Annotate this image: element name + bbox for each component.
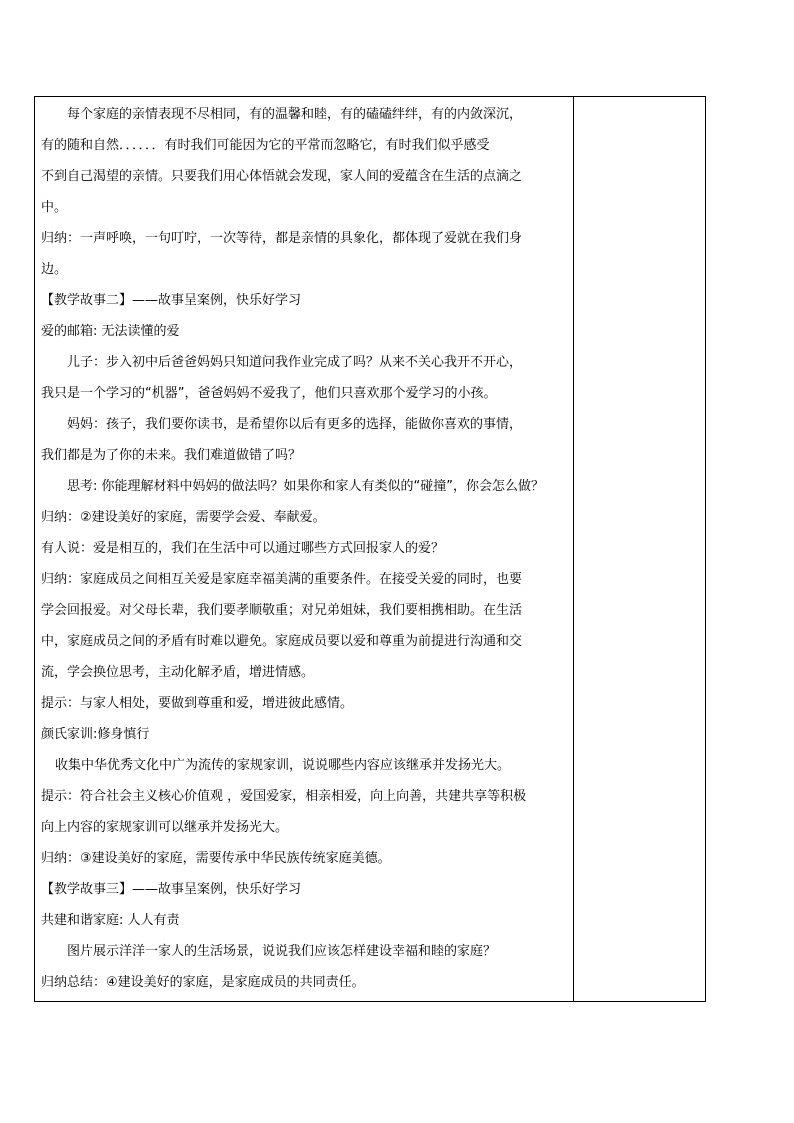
summary-line: 归纳：一声呼唤，一句叮咛，一次等待，都是亲情的具象化，都体现了爱就在我们身 (41, 231, 523, 246)
summary-line: 学会回报爱。对父母长辈，我们要孝顺敬重；对兄弟姐妹，我们要相携相助。在生活 (41, 603, 523, 618)
paragraph-line: 有的随和自然．．．．．．有时我们可能因为它的平常而忽略它，有时我们似乎感受 (41, 138, 490, 153)
summary-line: 归纳：③建设美好的家庭，需要传承中华民族传统家庭美德。 (41, 851, 391, 866)
hint-line: 向上内容的家规家训可以继承并发扬光大。 (41, 820, 289, 835)
dialogue-line: 妈妈：孩子，我们要你读书，是希望你以后有更多的选择，能做你喜欢的事情， (67, 417, 523, 432)
dialogue-line: 我们都是为了你的未来。我们难道做错了吗？ (41, 448, 302, 463)
summary-line: 边。 (41, 262, 68, 277)
summary-line: 中，家庭成员之间的矛盾有时难以避免。家庭成员要以爱和尊重为前提进行沟通和交 (41, 634, 523, 649)
question-line: 思考: 你能理解材料中妈妈的做法吗？如果你和家人有类似的“碰撞”，你会怎么做？ (67, 479, 544, 494)
lesson-content-cell (35, 97, 573, 1001)
dialogue-line: 儿子：步入初中后爸爸妈妈只知道问我作业完成了吗？从来不关心我开不开心， (67, 355, 523, 370)
lesson-table (34, 96, 706, 1002)
task-line: 图片展示洋洋一家人的生活场景，说说我们应该怎样建设幸福和睦的家庭？ (67, 944, 497, 959)
section-heading: 【教学故事三】——故事呈案例，快乐好学习 (41, 882, 302, 897)
task-line: 收集中华优秀文化中广为流传的家规家训，说说哪些内容应该继承并发扬光大。 (55, 758, 511, 773)
subsection-title: 爱的邮箱: 无法读懂的爱 (41, 324, 180, 339)
paragraph-line: 中。 (41, 200, 68, 215)
summary-line: 归纳总结：④建设美好的家庭，是家庭成员的共同责任。 (41, 975, 365, 990)
section-heading: 【教学故事二】——故事呈案例，快乐好学习 (41, 293, 302, 308)
summary-line: 流，学会换位思考，主动化解矛盾，增进情感。 (41, 665, 315, 680)
notes-cell (574, 97, 705, 1001)
paragraph-line: 每个家庭的亲情表现不尽相同，有的温馨和睦，有的磕磕绊绊，有的内敛深沉， (67, 107, 523, 122)
hint-line: 提示：符合社会主义核心价值观 ，爱国爱家，相亲相爱，向上向善，共建共享等积极 (41, 789, 527, 804)
subsection-title: 颜氏家训:修身慎行 (41, 727, 150, 742)
paragraph-line: 不到自己渴望的亲情。只要我们用心体悟就会发现，家人间的爱蕴含在生活的点滴之 (41, 169, 523, 184)
hint-line: 提示：与家人相处，要做到尊重和爱，增进彼此感情。 (41, 696, 354, 711)
summary-line: 归纳：家庭成员之间相互关爱是家庭幸福美满的重要条件。在接受关爱的同时，也要 (41, 572, 523, 587)
subsection-title: 共建和谐家庭: 人人有责 (41, 913, 180, 928)
summary-line: 归纳：②建设美好的家庭，需要学会爱、奉献爱。 (41, 510, 326, 525)
dialogue-line: 我只是一个学习的“机器”，爸爸妈妈不爱我了，他们只喜欢那个爱学习的小孩。 (41, 386, 497, 401)
question-line: 有人说：爱是相互的，我们在生活中可以通过哪些方式回报家人的爱？ (41, 541, 445, 556)
